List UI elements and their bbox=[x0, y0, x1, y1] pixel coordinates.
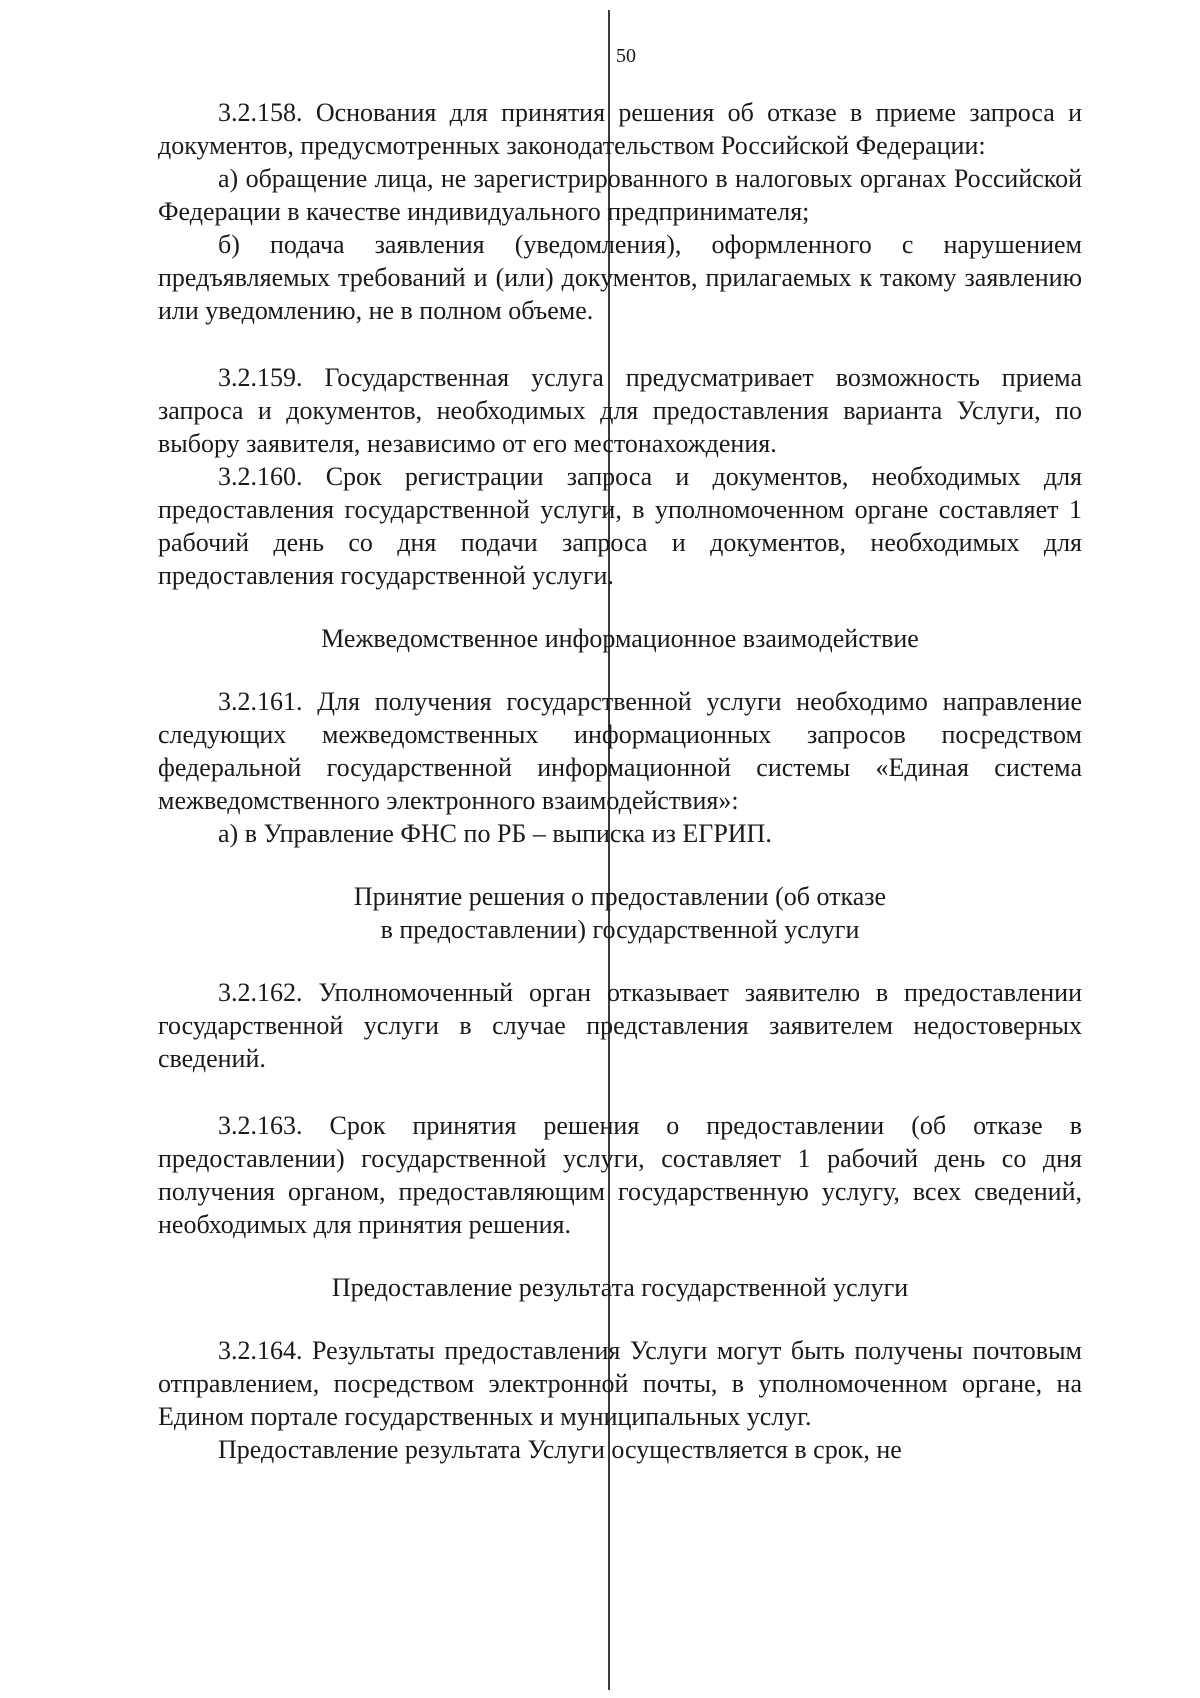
clause-3-2-162: 3.2.162. Уполномоченный орган отказывает заявителю в предоставлении государственной услуги в случае представления заявителем недостоверных сведений. bbox=[158, 978, 1082, 1073]
section-heading-interagency: Межведомственное информационное взаимодействие bbox=[321, 624, 919, 653]
section-heading-decision: Принятие решения о предоставлении (об отказе в предоставлении) государственной услуги bbox=[353, 882, 887, 944]
document-body bbox=[158, 96, 1082, 1466]
page-number: 50 bbox=[616, 45, 636, 67]
clause-3-2-159: 3.2.159. Государственная услуга предусматривает возможность приема запроса и документов, необходимых для предоставления варианта Услуги, по выбору заявителя, независимо от его местонахождения. bbox=[158, 363, 1082, 458]
clause-3-2-163: 3.2.163. Срок принятия решения о предоставлении (об отказе в предоставлении) государственной услуги, составляет 1 рабочий день со дня получения органом, предоставляющим государственную услугу, всех сведений, необходимых для принятия решения. bbox=[158, 1111, 1082, 1239]
clause-3-2-164: 3.2.164. Результаты предоставления Услуги могут быть получены почтовым отправлением, посредством электронной почты, в уполномоченном органе, на Едином портале государственных и муниципальных услуг. bbox=[158, 1336, 1082, 1431]
clause-3-2-158-item-a: а) обращение лица, не зарегистрированного в налоговых органах Российской Федерации в качестве индивидуального предпринимателя; bbox=[158, 164, 1082, 226]
clause-3-2-160: 3.2.160. Срок регистрации запроса и документов, необходимых для предоставления государственной услуги, в уполномоченном органе составляет 1 рабочий день со дня подачи запроса и документов, необходимых для предоставления государственной услуги. bbox=[158, 462, 1082, 590]
clause-3-2-158: 3.2.158. Основания для принятия решения об отказе в приеме запроса и документов, предусмотренных законодательством Российской Федерации: bbox=[158, 98, 1082, 160]
section-heading-result: Предоставление результата государственной услуги bbox=[331, 1273, 909, 1302]
clause-3-2-161: 3.2.161. Для получения государственной услуги необходимо направление следующих межведомственных информационных запросов посредством федеральной государственной информационной системы «Единая система межведомственного электронного взаимодействия»: bbox=[158, 687, 1082, 815]
clause-3-2-158-item-b: б) подача заявления (уведомления), оформленного с нарушением предъявляемых требований и (или) документов, прилагаемых к такому заявлению или уведомлению, не в полном объеме. bbox=[158, 230, 1082, 325]
clause-3-2-161-item-a: а) в Управление ФНС по РБ – выписка из ЕГРИП. bbox=[218, 819, 772, 848]
clause-3-2-164-continued: Предоставление результата Услуги осуществляется в срок, не bbox=[218, 1435, 902, 1464]
